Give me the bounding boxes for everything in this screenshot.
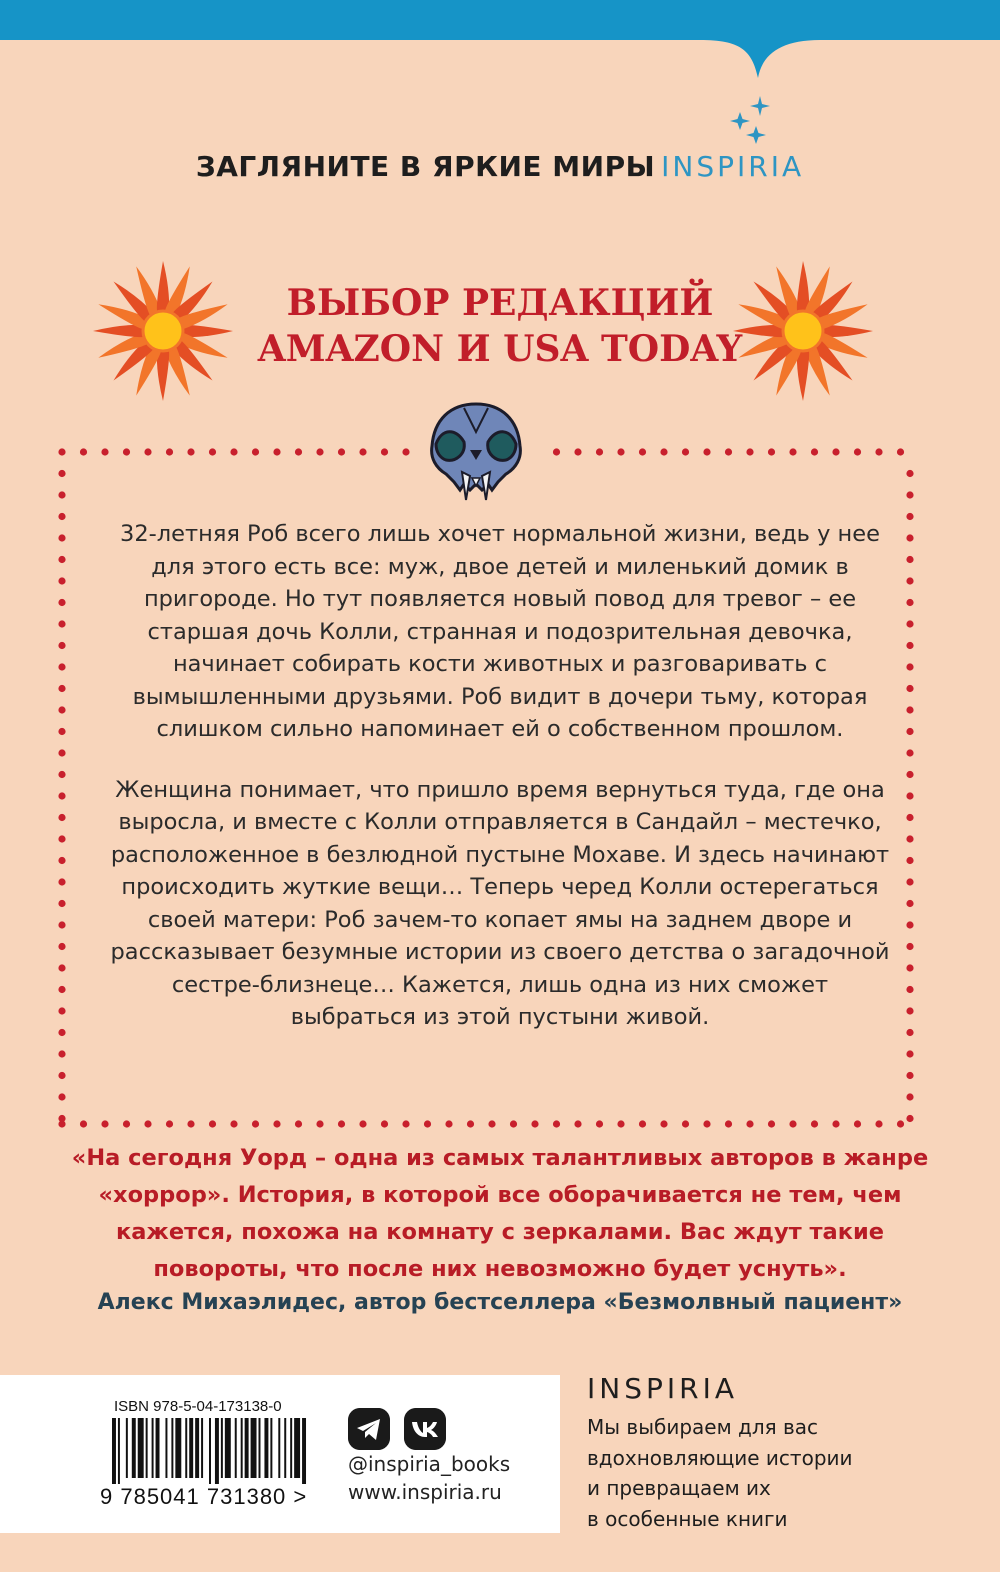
- frame-dot: [209, 1120, 216, 1127]
- frame-dot: [209, 448, 216, 455]
- tagline-line: Мы выбираем для вас: [587, 1415, 819, 1439]
- frame-dot: [58, 749, 65, 756]
- book-synopsis: [110, 518, 890, 1034]
- sun-ray: [93, 325, 143, 337]
- frame-dot: [58, 878, 65, 885]
- frame-dot: [703, 448, 710, 455]
- barcode-bar: [171, 1418, 173, 1478]
- frame-dot: [660, 1120, 667, 1127]
- frame-dot: [639, 448, 646, 455]
- frame-dot: [906, 685, 913, 692]
- frame-dot: [230, 1120, 237, 1127]
- barcode-bar: [225, 1418, 231, 1478]
- frame-dot: [230, 448, 237, 455]
- barcode-bar: [235, 1418, 237, 1478]
- frame-dot: [101, 448, 108, 455]
- frame-dot: [906, 577, 913, 584]
- frame-dot: [402, 1120, 409, 1127]
- frame-dot: [381, 448, 388, 455]
- frame-dot: [574, 448, 581, 455]
- frame-dot: [488, 1120, 495, 1127]
- frame-dot: [811, 448, 818, 455]
- tagline-line: вдохновляющие истории: [587, 1445, 853, 1470]
- barcode-bar: [294, 1418, 300, 1478]
- barcode-bar: [264, 1418, 268, 1478]
- frame-dot: [906, 1029, 913, 1036]
- frame-dot: [875, 1120, 882, 1127]
- frame-dot: [617, 1120, 624, 1127]
- barcode-bar: [245, 1418, 249, 1478]
- frame-dot: [906, 534, 913, 541]
- barcode-digits: 9 785041 731380 >: [100, 1484, 308, 1509]
- frame-dot: [906, 470, 913, 477]
- tagline-line: в особенные книги: [587, 1506, 788, 1531]
- frame-dot: [875, 448, 882, 455]
- barcode-bar: [201, 1418, 203, 1478]
- barcode-bar: [146, 1418, 148, 1478]
- frame-dot: [273, 1120, 280, 1127]
- frame-dot: [58, 1007, 65, 1014]
- frame-dot: [906, 792, 913, 799]
- frame-dot: [789, 1120, 796, 1127]
- frame-dot: [811, 1120, 818, 1127]
- frame-dot: [682, 448, 689, 455]
- frame-dot: [58, 642, 65, 649]
- frame-dot: [906, 663, 913, 670]
- frame-dot: [58, 448, 65, 455]
- frame-dot: [510, 1120, 517, 1127]
- frame-dot: [58, 1115, 65, 1122]
- frame-dot: [58, 900, 65, 907]
- barcode-bar: [270, 1418, 272, 1478]
- barcode-bar: [195, 1418, 199, 1478]
- frame-dot: [906, 1007, 913, 1014]
- frame-dot: [906, 964, 913, 971]
- frame-dot: [906, 1072, 913, 1079]
- frame-dot: [906, 771, 913, 778]
- frame-dot: [402, 448, 409, 455]
- frame-dot: [58, 663, 65, 670]
- imprint-tagline: [587, 1412, 967, 1534]
- frame-dot: [58, 491, 65, 498]
- barcode-bar: [290, 1418, 292, 1478]
- headline-text: ЗАГЛЯНИТЕ В ЯРКИЕ МИРЫ: [195, 150, 656, 183]
- frame-dot: [359, 448, 366, 455]
- frame-dot: [101, 1120, 108, 1127]
- frame-dot: [906, 921, 913, 928]
- editors-pick-title: [200, 280, 800, 372]
- frame-dot: [58, 771, 65, 778]
- frame-dot: [58, 986, 65, 993]
- frame-dot: [789, 448, 796, 455]
- frame-dot: [553, 448, 560, 455]
- barcode-bar: [165, 1418, 167, 1478]
- top-notch-decoration: [700, 0, 860, 85]
- frame-dot: [58, 556, 65, 563]
- tagline-line: и превращаем их: [587, 1476, 771, 1500]
- frame-dot: [768, 1120, 775, 1127]
- vk-icon[interactable]: [404, 1408, 446, 1450]
- frame-dot: [906, 728, 913, 735]
- frame-dot: [682, 1120, 689, 1127]
- sun-core: [143, 311, 183, 351]
- frame-dot: [295, 448, 302, 455]
- frame-dot: [295, 1120, 302, 1127]
- series-headline: [0, 150, 1000, 183]
- frame-dot: [596, 1120, 603, 1127]
- frame-dot: [906, 878, 913, 885]
- frame-dot: [58, 857, 65, 864]
- frame-dot: [906, 814, 913, 821]
- barcode-bar: [251, 1418, 257, 1478]
- frame-dot: [906, 513, 913, 520]
- frame-dot: [906, 706, 913, 713]
- frame-dot: [854, 1120, 861, 1127]
- frame-dot: [832, 1120, 839, 1127]
- frame-dot: [897, 448, 904, 455]
- frame-dot: [906, 1093, 913, 1100]
- frame-dot: [58, 599, 65, 606]
- frame-dot: [596, 448, 603, 455]
- frame-dot: [58, 1050, 65, 1057]
- frame-dot: [338, 448, 345, 455]
- frame-dot: [166, 448, 173, 455]
- frame-dot: [338, 1120, 345, 1127]
- sparkle-icon: [728, 94, 772, 146]
- frame-dot: [58, 706, 65, 713]
- frame-dot: [58, 964, 65, 971]
- review-attribution: Алекс Михаэлидес, автор бестселлера «Безмолвный пациент»: [97, 1290, 903, 1315]
- frame-dot: [316, 448, 323, 455]
- barcode-bar: [132, 1418, 136, 1478]
- frame-dot: [574, 1120, 581, 1127]
- barcode-bar: [112, 1418, 116, 1484]
- frame-dot: [58, 1072, 65, 1079]
- frame-dot: [639, 1120, 646, 1127]
- barcode-bar: [138, 1418, 144, 1478]
- frame-dot: [854, 448, 861, 455]
- telegram-icon[interactable]: [348, 1408, 390, 1450]
- frame-dot: [166, 1120, 173, 1127]
- frame-dot: [80, 1120, 87, 1127]
- review-quote: «На сегодня Уорд – одна из самых талантливых авторов в жанре «хоррор». История, в которой все оборачивается не тем, чем кажется, похожа на комнату с зеркалами. Вас ждут такие повороты, что после них невозможно будет уснуть».: [71, 1145, 929, 1282]
- frame-dot: [906, 1115, 913, 1122]
- frame-dot: [58, 470, 65, 477]
- frame-dot: [252, 448, 259, 455]
- barcode-bar: [284, 1418, 286, 1478]
- frame-dot: [445, 1120, 452, 1127]
- sun-ray: [157, 351, 169, 401]
- sun-ray: [823, 325, 873, 337]
- frame-dot: [381, 1120, 388, 1127]
- editors-pick-line-1: ВЫБОР РЕДАКЦИЙ: [286, 282, 714, 324]
- editors-pick-line-2: AMAZON И USA TODAY: [257, 328, 743, 370]
- frame-dot: [187, 448, 194, 455]
- synopsis-paragraph-1: 32-летняя Роб всего лишь хочет нормальной жизни, ведь у нее для этого есть все: муж, двое детей и миленький домик в пригороде. Но тут появляется новый повод для тревог – ее старшая дочь Колли, странная и подозрительная девочка, начинает собирать кости животных и разговаривать с вымышленными друзьями. Роб видит в дочери тьму, которая слишком сильно напоминает ей о собственном прошлом.: [120, 521, 880, 742]
- frame-dot: [424, 1120, 431, 1127]
- barcode-bar: [215, 1418, 219, 1484]
- frame-dot: [703, 1120, 710, 1127]
- imprint-logo: INSPIRIA: [587, 1372, 738, 1405]
- frame-dot: [80, 448, 87, 455]
- frame-dot: [660, 448, 667, 455]
- frame-dot: [58, 792, 65, 799]
- frame-dot: [906, 943, 913, 950]
- barcode-bar: [156, 1418, 160, 1478]
- frame-dot: [906, 491, 913, 498]
- frame-dot: [725, 448, 732, 455]
- frame-dot: [252, 1120, 259, 1127]
- barcode-bar: [185, 1418, 187, 1478]
- barcode-bar: [241, 1418, 243, 1478]
- frame-dot: [906, 599, 913, 606]
- website-link[interactable]: www.inspiria.ru: [348, 1480, 502, 1504]
- barcode-bar: [278, 1418, 280, 1478]
- frame-dot: [906, 749, 913, 756]
- frame-dot: [906, 642, 913, 649]
- barcode-image: [112, 1418, 308, 1484]
- frame-dot: [746, 448, 753, 455]
- frame-dot: [768, 448, 775, 455]
- frame-dot: [58, 620, 65, 627]
- barcode-bar: [189, 1418, 193, 1478]
- frame-dot: [58, 943, 65, 950]
- social-handle[interactable]: @inspiria_books: [348, 1452, 511, 1476]
- frame-dot: [906, 835, 913, 842]
- isbn-label: ISBN 978-5-04-173138-0: [114, 1398, 282, 1415]
- barcode-bar: [152, 1418, 154, 1478]
- frame-dot: [273, 448, 280, 455]
- frame-dot: [58, 921, 65, 928]
- frame-dot: [906, 857, 913, 864]
- frame-dot: [123, 1120, 130, 1127]
- frame-dot: [58, 577, 65, 584]
- barcode-bar: [126, 1418, 128, 1478]
- barcode-bar: [175, 1418, 181, 1478]
- frame-dot: [906, 900, 913, 907]
- synopsis-paragraph-2: Женщина понимает, что пришло время вернуться туда, где она выросла, и вместе с Колли отправляется в Сандайл – местечко, расположенное в безлюдной пустыне Мохаве. И здесь начинают происходить жуткие вещи… Теперь черед Колли остерегаться своей матери: Роб зачем-то копает ямы на заднем дворе и рассказывает безумные истории из своего детства о загадочной сестре-близнеце… Кажется, лишь одна из них сможет выбраться из этой пустыни живой.: [110, 776, 890, 1030]
- frame-dot: [316, 1120, 323, 1127]
- frame-dot: [144, 448, 151, 455]
- sun-ray: [157, 261, 169, 311]
- frame-dot: [746, 1120, 753, 1127]
- frame-dot: [123, 448, 130, 455]
- barcode-bar: [118, 1418, 120, 1484]
- frame-dot: [187, 1120, 194, 1127]
- frame-dot: [58, 814, 65, 821]
- frame-dot: [58, 534, 65, 541]
- frame-dot: [531, 1120, 538, 1127]
- frame-dot: [58, 1029, 65, 1036]
- frame-dot: [58, 685, 65, 692]
- barcode-bar: [302, 1418, 306, 1484]
- frame-dot: [144, 1120, 151, 1127]
- frame-dot: [906, 556, 913, 563]
- frame-dot: [725, 1120, 732, 1127]
- frame-dot: [906, 1050, 913, 1057]
- headline-brand: INSPIRIA: [661, 150, 805, 183]
- frame-dot: [58, 1093, 65, 1100]
- frame-dot: [553, 1120, 560, 1127]
- frame-dot: [359, 1120, 366, 1127]
- barcode-bar: [259, 1418, 261, 1478]
- frame-dot: [58, 835, 65, 842]
- frame-dot: [897, 1120, 904, 1127]
- barcode-bar: [209, 1418, 211, 1484]
- frame-dot: [467, 1120, 474, 1127]
- frame-dot: [906, 620, 913, 627]
- frame-dot: [832, 448, 839, 455]
- frame-dot: [58, 728, 65, 735]
- barcode-bar: [221, 1418, 223, 1478]
- frame-dot: [58, 513, 65, 520]
- frame-dot: [617, 448, 624, 455]
- frame-dot: [906, 986, 913, 993]
